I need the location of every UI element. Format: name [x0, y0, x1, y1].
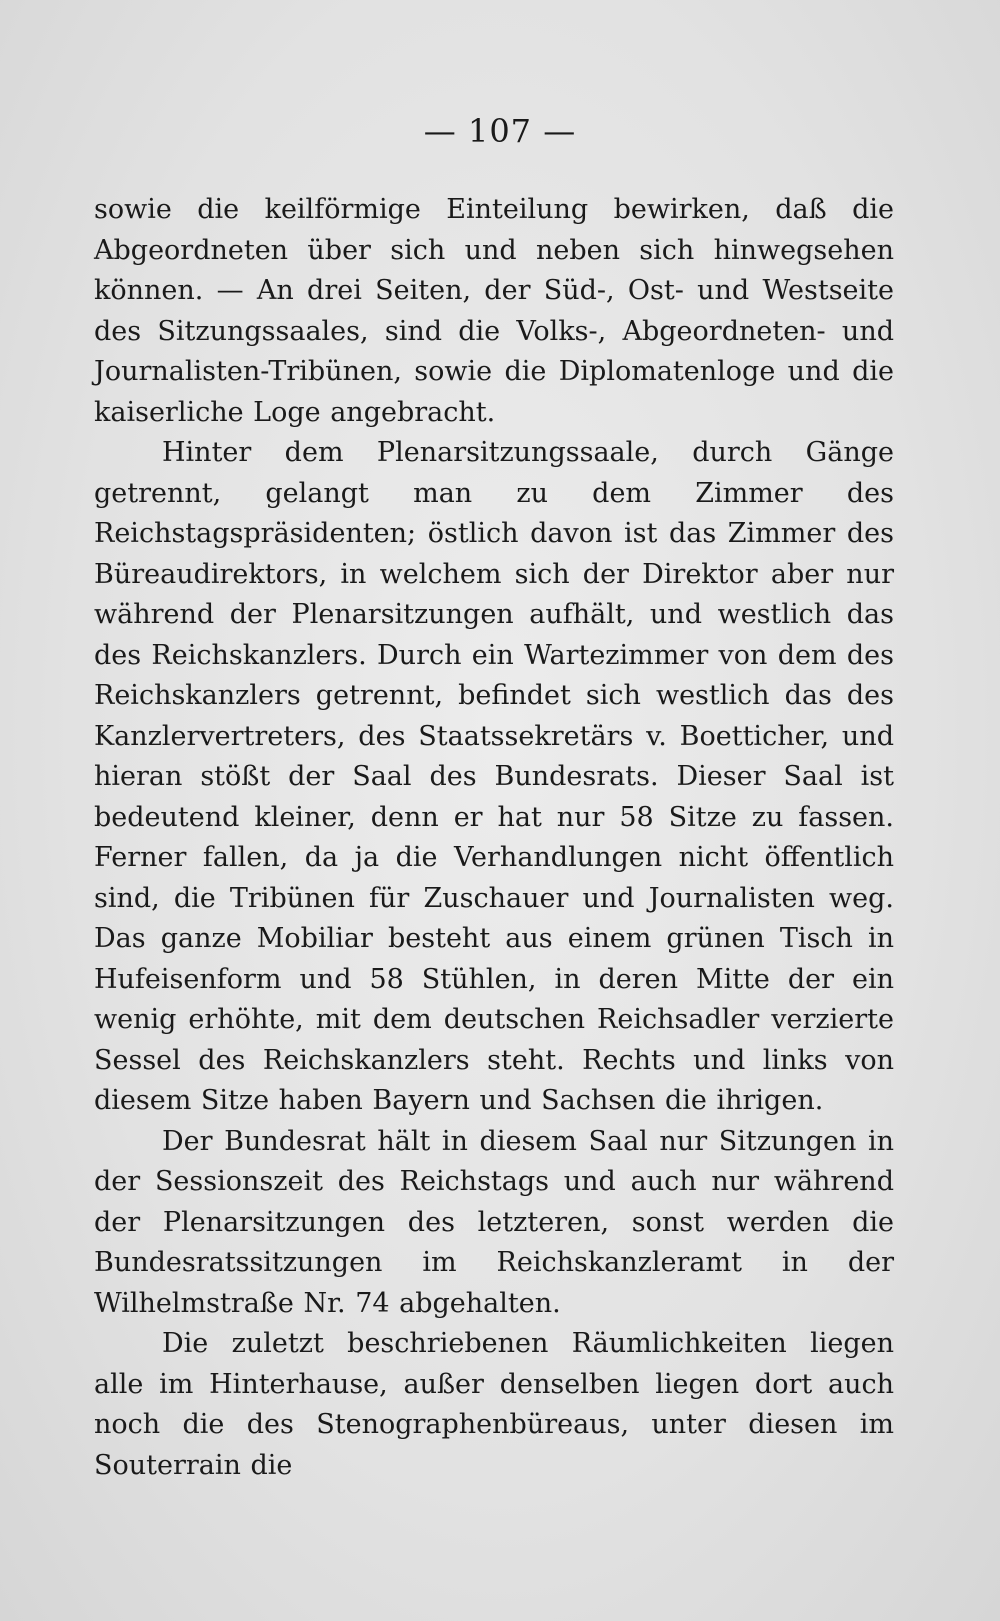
page-number: — 107 — — [423, 112, 577, 150]
paragraph-1: sowie die keilförmige Einteilung bewirken, daß die Abgeordneten über sich und neben sich hinwegsehen können. — An drei Seiten, der Süd-, Ost- und Westseite des Sitzungssaales, sind die Volks-, Abgeordneten- und Journalisten-Tribünen, sowie die Diplomatenloge und die kaiserliche Loge angebracht. — [94, 194, 894, 428]
body-text — [94, 190, 894, 1486]
paragraph-2: Hinter dem Plenarsitzungssaale, durch Gänge getrennt, gelangt man zu dem Zimmer des Reichstagspräsidenten; östlich davon ist das Zimmer des Büreaudirektors, in welchem sich der Direktor aber nur während der Plenarsitzungen aufhält, und westlich das des Reichskanzlers. Durch ein Wartezimmer von dem des Reichskanzlers getrennt, befindet sich westlich das des Kanzlervertreters, des Staatssekretärs v. Boetticher, und hieran stößt der Saal des Bundesrats. Dieser Saal ist bedeutend kleiner, denn er hat nur 58 Sitze zu fassen. Ferner fallen, da ja die Verhandlungen nicht öffentlich sind, die Tribünen für Zuschauer und Journalisten weg. Das ganze Mobiliar besteht aus einem grünen Tisch in Hufeisenform und 58 Stühlen, in deren Mitte der ein wenig erhöhte, mit dem deutschen Reichsadler verzierte Sessel des Reichskanzlers steht. Rechts und links von diesem Sitze haben Bayern und Sachsen die ihrigen. — [94, 437, 894, 1116]
paragraph-4: Die zuletzt beschriebenen Räumlichkeiten liegen alle im Hinterhause, außer denselben liegen dort auch noch die des Stenographenbüreaus, unter diesen im Souterrain die — [94, 1328, 894, 1481]
paragraph-3: Der Bundesrat hält in diesem Saal nur Sitzungen in der Sessionszeit des Reichstags und auch nur während der Plenarsitzungen des letzteren, sonst werden die Bundesratssitzungen im Reichskanzleramt in der Wilhelmstraße Nr. 74 abgehalten. — [94, 1125, 894, 1319]
